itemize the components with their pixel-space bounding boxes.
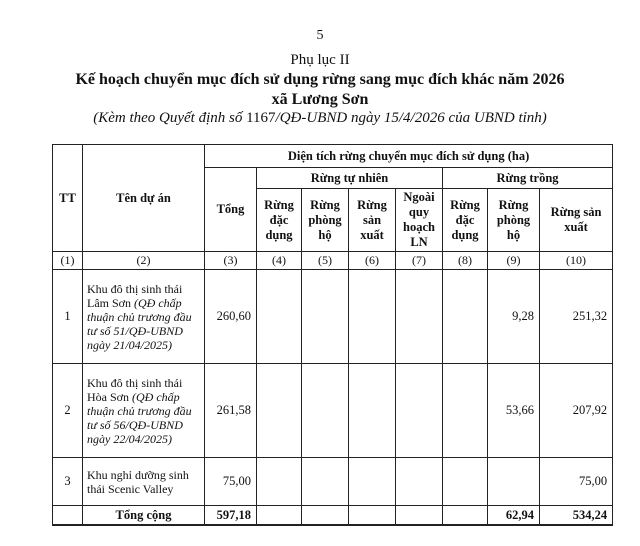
row-outside xyxy=(396,270,443,364)
header-natural-production: Rừng sản xuất xyxy=(349,189,396,252)
table-row xyxy=(53,458,613,506)
row-planted-protection xyxy=(488,458,540,506)
total-empty xyxy=(257,506,302,526)
index-cell: (2) xyxy=(83,252,205,270)
total-sum: 597,18 xyxy=(205,506,257,526)
document-subtitle: xã Lương Sơn xyxy=(271,91,369,108)
row-tt: 3 xyxy=(53,458,83,506)
row-total: 75,00 xyxy=(205,458,257,506)
reference-suffix: /QĐ-UBND ngày 15/4/2026 của UBND tỉnh) xyxy=(275,110,547,126)
row-planted-special xyxy=(443,458,488,506)
index-cell: (1) xyxy=(53,252,83,270)
project-name-text: Khu đô thị sinh thái Hòa Sơn xyxy=(87,375,183,404)
project-name-text: Khu đô thị sinh thái Lâm Sơn xyxy=(87,281,183,310)
header-area-group: Diện tích rừng chuyển mục đích sử dụng (ha) xyxy=(205,145,613,168)
row-project-name xyxy=(83,270,205,364)
forest-conversion-table xyxy=(52,144,613,526)
row-planted-protection: 53,66 xyxy=(488,364,540,458)
document-title: Kế hoạch chuyển mục đích sử dụng rừng sang mục đích khác năm 2026 xyxy=(75,71,565,88)
project-decision-note: (QĐ chấp thuận chủ trương đầu tư số 51/QĐ-UBND ngày 21/04/2025) xyxy=(87,295,192,352)
header-row-1 xyxy=(53,145,613,168)
index-cell: (8) xyxy=(443,252,488,270)
row-planted-production: 207,92 xyxy=(540,364,613,458)
total-label: Tổng cộng xyxy=(83,506,205,526)
header-project-name: Tên dự án xyxy=(83,145,205,252)
row-natural-special xyxy=(257,458,302,506)
total-planted-protection: 62,94 xyxy=(488,506,540,526)
table-row xyxy=(53,364,613,458)
column-index-row xyxy=(53,252,613,270)
row-project-name xyxy=(83,364,205,458)
row-planted-production: 251,32 xyxy=(540,270,613,364)
row-natural-special xyxy=(257,364,302,458)
total-row xyxy=(53,506,613,526)
row-natural-protection xyxy=(302,458,349,506)
reference-number: 1167 xyxy=(246,110,276,126)
row-natural-production xyxy=(349,364,396,458)
total-empty xyxy=(302,506,349,526)
index-cell: (4) xyxy=(257,252,302,270)
header-planted-special: Rừng đặc dụng xyxy=(443,189,488,252)
index-cell: (6) xyxy=(349,252,396,270)
row-natural-protection xyxy=(302,364,349,458)
row-natural-production xyxy=(349,270,396,364)
row-total: 261,58 xyxy=(205,364,257,458)
index-cell: (7) xyxy=(396,252,443,270)
row-outside xyxy=(396,364,443,458)
total-empty xyxy=(396,506,443,526)
row-tt: 2 xyxy=(53,364,83,458)
row-tt: 1 xyxy=(53,270,83,364)
header-natural-protection: Rừng phòng hộ xyxy=(302,189,349,252)
total-tt-empty xyxy=(53,506,83,526)
index-cell: (10) xyxy=(540,252,613,270)
index-cell: (5) xyxy=(302,252,349,270)
page-number: 5 xyxy=(316,28,324,43)
appendix-label: Phụ lục II xyxy=(290,52,350,68)
project-decision-note: (QĐ chấp thuận chủ trương đầu tư số 56/QĐ-UBND ngày 22/04/2025) xyxy=(87,389,192,446)
header-planted-forest: Rừng trồng xyxy=(443,168,613,189)
row-planted-special xyxy=(443,270,488,364)
project-name-text: Khu nghỉ dưỡng sinh thái Scenic Valley xyxy=(87,467,189,496)
total-planted-production: 534,24 xyxy=(540,506,613,526)
row-natural-special xyxy=(257,270,302,364)
row-planted-production: 75,00 xyxy=(540,458,613,506)
header-planted-protection: Rừng phòng hộ xyxy=(488,189,540,252)
row-outside xyxy=(396,458,443,506)
row-project-name xyxy=(83,458,205,506)
header-outside-forestry-plan: Ngoài quy hoạch LN xyxy=(396,189,443,252)
table-row xyxy=(53,270,613,364)
index-cell: (9) xyxy=(488,252,540,270)
total-empty xyxy=(349,506,396,526)
index-cell: (3) xyxy=(205,252,257,270)
header-natural-forest: Rừng tự nhiên xyxy=(257,168,443,189)
decision-reference xyxy=(0,110,640,127)
header-total: Tổng xyxy=(205,168,257,252)
row-natural-protection xyxy=(302,270,349,364)
row-planted-special xyxy=(443,364,488,458)
total-empty xyxy=(443,506,488,526)
header-tt: TT xyxy=(53,145,83,252)
row-planted-protection: 9,28 xyxy=(488,270,540,364)
row-natural-production xyxy=(349,458,396,506)
reference-prefix: (Kèm theo Quyết định số xyxy=(93,110,243,126)
row-total: 260,60 xyxy=(205,270,257,364)
header-natural-special: Rừng đặc dụng xyxy=(257,189,302,252)
header-planted-production: Rừng sản xuất xyxy=(540,189,613,252)
